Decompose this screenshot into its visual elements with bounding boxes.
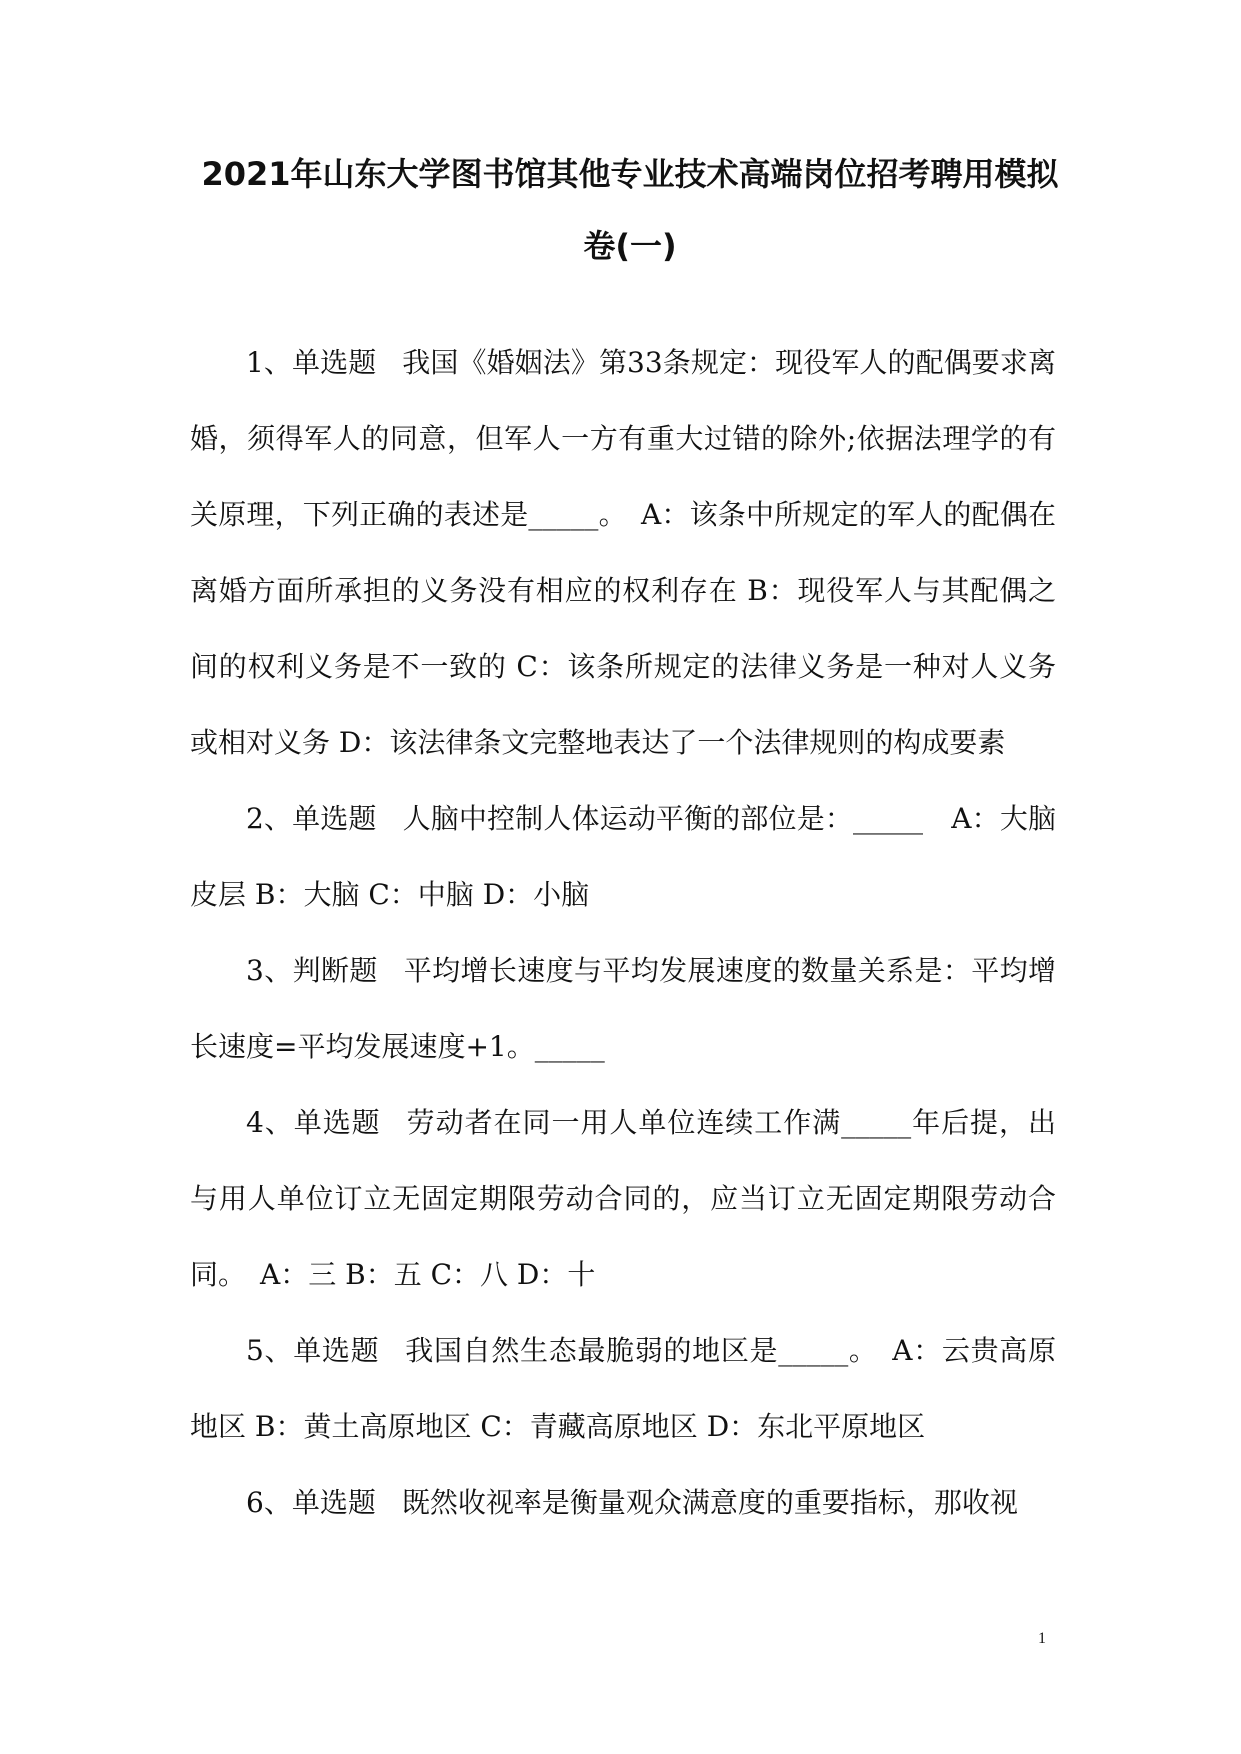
question-type: 单选题 — [293, 1334, 380, 1367]
question-text: 人脑中控制人体运动平衡的部位是：_____ A：大脑皮层 B：大脑 C：中脑 D：小脑 — [190, 802, 1056, 911]
question-type: 单选题 — [292, 802, 377, 835]
question-text: 劳动者在同一用人单位连续工作满_____年后提，出与用人单位订立无固定期限劳动合同的，应当订立无固定期限劳动合同。 A：三 B：五 C：八 D：十 — [190, 1106, 1056, 1291]
question-text: 既然收视率是衡量观众满意度的重要指标，那收视 — [401, 1486, 1018, 1519]
question-2 — [190, 781, 1056, 933]
question-text: 我国《婚姻法》第33条规定：现役军人的配偶要求离婚，须得军人的同意，但军人一方有重大过错的除外;依据法理学的有关原理，下列正确的表述是_____。 A：该条中所规定的军人的配偶在离婚方面所承担的义务没有相应的权利存在 B：现役军人与其配偶之间的权利义务是不一致的 C：该条所规定的法律义务是一种对人义务或相对义务 D：该法律条文完整地表达了一个法律规则的构成要素 — [190, 346, 1056, 759]
question-text: 平均增长速度与平均发展速度的数量关系是：平均增长速度=平均发展速度+1。_____ — [190, 954, 1056, 1063]
question-type: 判断题 — [292, 954, 378, 987]
question-number: 4、 — [246, 1106, 294, 1139]
question-list — [190, 325, 1056, 1541]
question-number: 2、 — [246, 802, 293, 835]
question-number: 3、 — [246, 954, 293, 987]
question-text: 我国自然生态最脆弱的地区是_____。 A：云贵高原地区 B：黄土高原地区 C：青藏高原地区 D：东北平原地区 — [190, 1334, 1056, 1443]
question-number: 1、 — [246, 346, 293, 379]
page-number: 1 — [1038, 1630, 1046, 1647]
question-number: 6、 — [246, 1486, 292, 1519]
question-type: 单选题 — [292, 346, 377, 379]
question-number: 5、 — [246, 1334, 294, 1367]
question-3 — [190, 933, 1056, 1085]
question-1 — [190, 325, 1056, 781]
question-type: 单选题 — [291, 1486, 376, 1519]
document-title: 2021年山东大学图书馆其他专业技术高端岗位招考聘用模拟卷(一) — [201, 155, 1059, 265]
question-type: 单选题 — [293, 1106, 381, 1139]
question-4 — [190, 1085, 1056, 1313]
question-6 — [190, 1465, 1056, 1541]
question-5 — [190, 1313, 1056, 1465]
